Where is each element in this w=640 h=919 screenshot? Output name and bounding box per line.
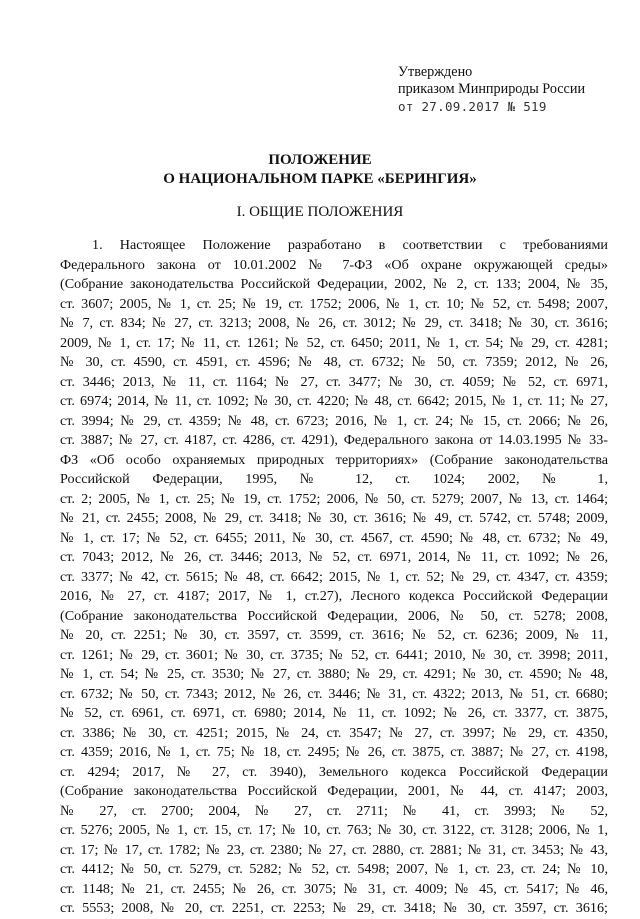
body-line: ст. 17; № 17, ст. 1782; № 23, ст. 2380; № 27, ст. 2880, ст. 2881; № 31, ст. 3453; № 43, — [60, 841, 608, 858]
body-line: № 20, ст. 2251; № 30, ст. 3597, ст. 3599, ст. 3616; № 52, ст. 6236; 2009, № 11, — [60, 627, 608, 643]
body-line: ст. 3386; № 30, ст. 4251; 2015, № 24, ст. 3547; № 27, ст. 3997; № 29, ст. 4350, — [60, 724, 608, 741]
body-line: ст. 3607; 2005, № 1, ст. 25; № 19, ст. 1752; 2006, № 1, ст. 10; № 52, ст. 5498; 2007, — [60, 295, 608, 312]
body-line: № 1, ст. 17; № 52, ст. 6455; 2011, № 30, ст. 4567, ст. 4590; № 48, ст. 6732; № 49, — [60, 529, 608, 546]
body-line: ст. 3887; № 27, ст. 4187, ст. 4286, ст. 4291), Федерального закона от 14.03.1995 № 33- — [60, 432, 608, 448]
body-line: ст. 3994; № 29, ст. 4359; № 48, ст. 6723; 2016, № 1, ст. 24; № 15, ст. 2066; № 26, — [60, 412, 608, 429]
body-line: ст. 4359; 2016, № 1, ст. 75; № 18, ст. 2495; № 26, ст. 3875, ст. 3887; № 27, ст. 4198, — [60, 744, 608, 760]
title-line-1: ПОЛОЖЕНИЕ — [268, 152, 372, 168]
body-line: (Собрание законодательства Российской Федерации, 2006, № 50, ст. 5278; 2008, — [60, 607, 608, 624]
document-title — [0, 151, 640, 189]
approval-block — [398, 64, 618, 115]
body-line: ст. 3377; № 42, ст. 5615; № 48, ст. 6642; 2015, № 1, ст. 52; № 29, ст. 4347, ст. 4359; — [60, 568, 608, 585]
body-line: (Собрание законодательства Российской Федерации, 2002, № 2, ст. 133; 2004, № 35, — [60, 276, 608, 292]
body-line: ст. 1148; № 21, ст. 2455; № 26, ст. 3075; № 31, ст. 4009; № 45, ст. 5417; № 46, — [60, 880, 608, 897]
approval-label: Утверждено — [398, 64, 473, 80]
body-line: № 52, ст. 6961, ст. 6971, ст. 6980; 2014, № 11, ст. 1092; № 26, ст. 3377, ст. 3875, — [60, 705, 608, 721]
approval-date-number: от 27.09.2017 № 519 — [398, 99, 547, 114]
body-line: (Собрание законодательства Российской Федерации, 2001, № 44, ст. 4147; 2003, — [60, 783, 608, 799]
body-line: ФЗ «Об особо охраняемых природных территориях» (Собрание законодательства — [60, 451, 608, 468]
section-heading: I. ОБЩИЕ ПОЛОЖЕНИЯ — [236, 204, 404, 220]
body-line: № 21, ст. 2455; 2008, № 29, ст. 3418; № 30, ст. 3616; № 49, ст. 5742, ст. 5748; 2009, — [60, 510, 608, 526]
body-line: ст. 4412; № 50, ст. 5279, ст. 5282; № 52, ст. 5498; 2007, № 1, ст. 23, ст. 24; № 10, — [60, 861, 608, 877]
body-line: ст. 7043; 2012, № 26, ст. 3446; 2013, № 52, ст. 6971, 2014, № 11, ст. 1092; № 26, — [60, 549, 608, 565]
body-line: № 7, ст. 834; № 27, ст. 3213; 2008, № 26, ст. 3012; № 29, ст. 3418; № 30, ст. 3616; — [60, 315, 608, 331]
body-line: Российской Федерации, 1995, № 12, ст. 1024; 2002, № 1, — [60, 471, 608, 487]
body-line: ст. 5553; 2008, № 20, ст. 2251, ст. 2253; № 29, ст. 3418; № 30, ст. 3597, ст. 3616; — [60, 900, 608, 916]
body-line: ст. 3446; 2013, № 11, ст. 1164; № 27, ст. 3477; № 30, ст. 4059; № 52, ст. 6971, — [60, 373, 608, 390]
body-line: ст. 6732; № 50, ст. 7343; 2012, № 26, ст. 3446; № 31, ст. 4322; 2013, № 51, ст. 6680; — [60, 685, 608, 702]
body-line: № 1, ст. 54; № 25, ст. 3530; № 27, ст. 3880; № 29, ст. 4291; № 30, ст. 4590; № 48, — [60, 666, 608, 682]
approval-order: приказом Минприроды России — [398, 81, 586, 97]
title-line-2: О НАЦИОНАЛЬНОМ ПАРКЕ «БЕРИНГИЯ» — [163, 171, 477, 187]
body-line: № 30, ст. 4590, ст. 4591, ст. 4596; № 48, ст. 6732; № 50, ст. 7359; 2012, № 26, — [60, 354, 608, 370]
body-line: ст. 4294; 2017, № 27, ст. 3940), Земельного кодекса Российской Федерации — [60, 763, 608, 780]
body-line: ст. 6974; 2014, № 11, ст. 1092; № 30, ст. 4220; № 48, ст. 6642; 2015, № 1, ст. 11; № 27, — [60, 393, 608, 409]
body-line: ст. 1261; № 29, ст. 3601; № 30, ст. 3735; № 52, ст. 6441; 2010, № 30, ст. 3998; 2011, — [60, 646, 608, 663]
body-line: 2009, № 1, ст. 17; № 11, ст. 1261; № 52, ст. 6450; 2011, № 1, ст. 54; № 29, ст. 4281; — [60, 334, 608, 351]
body-line: 2016, № 27, ст. 4187; 2017, № 1, ст.27), Лесного кодекса Российской Федерации — [60, 588, 608, 604]
body-line: 1. Настоящее Положение разработано в соответствии с требованиями — [92, 237, 608, 253]
body-line: ст. 2; 2005, № 1, ст. 25; № 19, ст. 1752; 2006, № 50, ст. 5279; 2007, № 13, ст. 1464; — [60, 490, 608, 507]
body-line: Федерального закона от 10.01.2002 № 7-ФЗ «Об охране окружающей среды» — [60, 256, 608, 273]
body-line: № 27, ст. 2700; 2004, № 27, ст. 2711; № 41, ст. 3993; № 52, — [60, 802, 608, 819]
body-paragraph — [60, 236, 608, 919]
body-line: ст. 5276; 2005, № 1, ст. 15, ст. 17; № 10, ст. 763; № 30, ст. 3122, ст. 3128; 2006, № 1, — [60, 822, 608, 838]
